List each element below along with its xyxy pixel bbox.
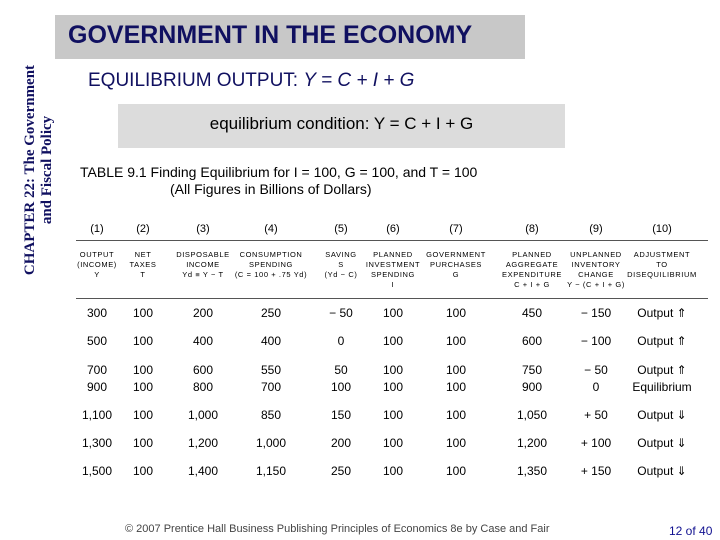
column-header [325, 250, 358, 280]
table-cell: Output ⇓ [637, 436, 687, 450]
table-title-line-1: TABLE 9.1 Finding Equilibrium for I = 100, G = 100, and T = 100 [80, 164, 478, 180]
column-header-line: INVENTORY [571, 260, 621, 269]
column-header-line: Y − (C + I + G) [567, 280, 625, 289]
column-header-line: Yd ≡ Y − T [182, 270, 224, 279]
column-number: (6) [386, 223, 400, 235]
column-header-line: (C = 100 + .75 Yd) [234, 270, 308, 279]
table-cell: Output ⇑ [637, 334, 687, 348]
footer-credit: © 2007 Prentice Hall Business Publishing Principles of Economics 8e by Case and Fair [125, 523, 550, 535]
column-header-line: CONSUMPTION [239, 250, 303, 259]
table-cell: 600 800 [192, 363, 214, 394]
column-number: (5) [334, 223, 348, 235]
table-cell: 1,050 [516, 408, 548, 422]
table-cell: 100 [132, 408, 154, 422]
table-cell: 50 100 [330, 363, 352, 394]
table-cell: 1,500 [81, 464, 113, 478]
table-rule [76, 298, 708, 299]
table-cell: 100 [445, 306, 467, 320]
table-cell: 1,000 [187, 408, 219, 422]
column-header-line: PURCHASES [429, 260, 483, 269]
table-cell: 0 [337, 334, 345, 348]
column-header-line: TO [656, 260, 668, 269]
table-cell: 100 100 [382, 363, 404, 394]
table-cell: 1,000 [255, 436, 287, 450]
table-cell: − 50 0 [584, 363, 608, 394]
table-cell: − 50 [329, 306, 353, 320]
table-cell: 100 [132, 464, 154, 478]
column-number: (9) [589, 223, 603, 235]
table-cell: + 100 [580, 436, 612, 450]
column-header [77, 250, 117, 280]
chapter-label [22, 10, 56, 330]
column-header-line: DISPOSABLE [176, 250, 230, 259]
table-cell: 850 [260, 408, 282, 422]
table-cell: 100 [382, 464, 404, 478]
table-cell: 100 [382, 334, 404, 348]
column-number: (10) [652, 223, 672, 235]
table-cell: 1,200 [187, 436, 219, 450]
column-header-line: NET [134, 250, 152, 259]
column-header-line: I [391, 280, 395, 289]
column-header-line: EXPENDITURE [502, 270, 562, 279]
column-header-line: DISEQUILIBRIUM [627, 270, 697, 279]
column-header-line: ADJUSTMENT [633, 250, 691, 259]
table-cell: 150 [330, 408, 352, 422]
table-cell: 100 [132, 436, 154, 450]
table-cell: 100 [132, 306, 154, 320]
table-cell: 100 [132, 334, 154, 348]
table-cell: 100 [445, 436, 467, 450]
condition-text: equilibrium condition: Y = C + I + G [209, 114, 474, 133]
column-header-line: CHANGE [578, 270, 614, 279]
table-cell: 1,100 [81, 408, 113, 422]
table-cell: 300 [86, 306, 108, 320]
table-cell: Output ⇓ [637, 408, 687, 422]
table-cell: + 50 [584, 408, 608, 422]
column-number: (3) [196, 223, 210, 235]
column-number: (4) [264, 223, 278, 235]
table-cell: Output ⇑ Equilibrium [632, 363, 692, 394]
table-cell: 1,400 [187, 464, 219, 478]
table-cell: 200 [330, 436, 352, 450]
table-cell: 700 900 [86, 363, 108, 394]
column-header-line: G [452, 270, 460, 279]
column-header-line: SAVING [325, 250, 357, 259]
column-header-line: PLANNED [373, 250, 413, 259]
condition-box [118, 104, 565, 148]
table-cell: 450 [521, 306, 543, 320]
column-header-line: GOVERNMENT [426, 250, 486, 259]
column-header-line: C + I + G [514, 280, 550, 289]
table-cell: 100 [445, 334, 467, 348]
column-header-line: INCOME [186, 260, 220, 269]
slide-title: GOVERNMENT IN THE ECONOMY [68, 21, 473, 49]
column-header-line: S [338, 260, 344, 269]
table-cell: − 150 [580, 306, 612, 320]
column-header-line: SPENDING [371, 270, 415, 279]
table-cell: 250 [330, 464, 352, 478]
column-header-line: (INCOME) [77, 260, 117, 269]
page-number: 12 of 40 [669, 524, 713, 538]
column-number: (1) [90, 223, 104, 235]
table-cell: 750 900 [521, 363, 543, 394]
table-cell: 1,200 [516, 436, 548, 450]
table-title-line-2: (All Figures in Billions of Dollars) [170, 181, 372, 197]
column-header-line: OUTPUT [79, 250, 115, 259]
table-cell: 250 [260, 306, 282, 320]
table-cell: 550 700 [260, 363, 282, 394]
table-cell: Output ⇓ [637, 464, 687, 478]
table-cell: 100 [382, 436, 404, 450]
subtitle-prefix: EQUILIBRIUM OUTPUT: [88, 70, 304, 91]
table-cell: 600 [521, 334, 543, 348]
table-cell: 100 100 [445, 363, 467, 394]
table-cell: Output ⇑ [637, 306, 687, 320]
table-cell: 400 [260, 334, 282, 348]
table-cell: 1,150 [255, 464, 287, 478]
table-cell: − 100 [580, 334, 612, 348]
table-cell: 400 [192, 334, 214, 348]
column-header-line: SPENDING [249, 260, 293, 269]
chapter-line-1: CHAPTER 22: The Government [22, 64, 38, 276]
table-cell: 100 [382, 306, 404, 320]
column-header-line: UNPLANNED [570, 250, 622, 259]
column-number: (7) [449, 223, 463, 235]
column-header-line: TAXES [129, 260, 157, 269]
column-header-line: PLANNED [512, 250, 552, 259]
table-cell: 100 [382, 408, 404, 422]
table-cell: 100 [445, 464, 467, 478]
column-header-line: AGGREGATE [505, 260, 559, 269]
column-header [426, 250, 486, 280]
column-header-line: Y [94, 270, 100, 279]
column-header-line: INVESTMENT [365, 260, 421, 269]
chapter-line-2: and Fiscal Policy [39, 115, 55, 225]
table-cell: 200 [192, 306, 214, 320]
column-header [567, 250, 625, 290]
table-title [80, 164, 477, 198]
column-header [366, 250, 420, 290]
column-number: (8) [525, 223, 539, 235]
slide-subtitle [88, 70, 414, 92]
table-cell: 1,350 [516, 464, 548, 478]
column-header [235, 250, 307, 280]
subtitle-equation: Y = C + I + G [303, 70, 415, 91]
table-cell: 500 [86, 334, 108, 348]
table-cell: + 150 [580, 464, 612, 478]
column-number: (2) [136, 223, 150, 235]
column-header [627, 250, 697, 280]
table-cell: 100 [445, 408, 467, 422]
table-cell: 1,300 [81, 436, 113, 450]
column-header [129, 250, 156, 280]
column-header [176, 250, 230, 280]
table-cell: 100 100 [132, 363, 154, 394]
column-header-line: T [140, 270, 146, 279]
table-rule [76, 240, 708, 241]
column-header-line: (Yd − C) [324, 270, 358, 279]
column-header [502, 250, 562, 290]
